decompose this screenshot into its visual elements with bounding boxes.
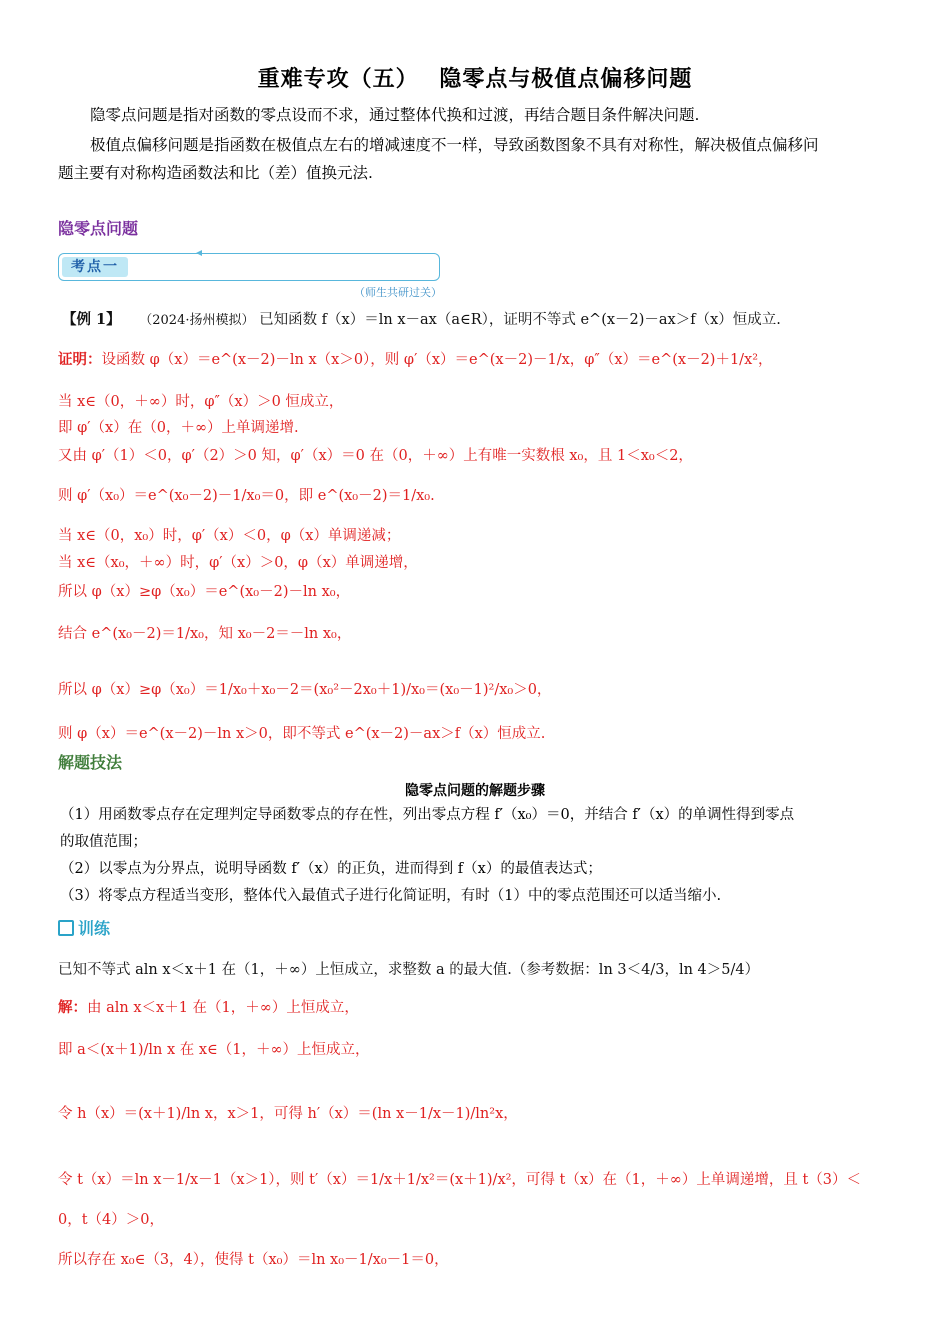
proof-line-5: 则 φ′（x₀）＝e^(x₀－2)－1/x₀＝0，即 e^(x₀－2)＝1/x₀. <box>58 488 435 504</box>
proof-line-7: 当 x∈（x₀，＋∞）时，φ′（x）＞0，φ（x）单调递增， <box>58 555 418 571</box>
example <box>62 308 781 329</box>
step-3: （3）将零点方程适当变形，整体代入最值式子进行化简证明，有时（1）中的零点范围还可以适当缩小. <box>60 888 722 904</box>
kaodian-note: （师生共研过关） <box>354 286 442 299</box>
kaodian-line <box>200 253 430 254</box>
solution-line-2: 即 a＜(x＋1)/ln x 在 x∈（1，＋∞）上恒成立， <box>58 1042 370 1058</box>
page-title: 重难专攻（五） 隐零点与极值点偏移问题 <box>257 67 693 92</box>
kaodian-arrow-icon <box>196 250 202 256</box>
proof-line-1: 证明：设函数 φ（x）＝e^(x－2)－ln x（x＞0），则 φ′（x）＝e^(x－2)－1/x，φ″（x）＝e^(x－2)＋1/x²， <box>58 351 773 368</box>
solution-line-5: 所以存在 x₀∈（3，4），使得 t（x₀）＝ln x₀－1/x₀－1＝0， <box>58 1252 449 1268</box>
solution-line-3: 令 h（x）＝(x＋1)/ln x，x＞1，可得 h′（x）＝(ln x－1/x－1)/ln²x， <box>58 1106 518 1122</box>
proof-line-6: 当 x∈（0，x₀）时，φ′（x）＜0，φ（x）单调递减； <box>58 528 401 544</box>
proof-line-2: 当 x∈（0，＋∞）时，φ″（x）＞0 恒成立， <box>58 394 344 410</box>
training-heading: 训练 <box>78 919 111 938</box>
proof-line-3: 即 φ′（x）在（0，＋∞）上单调递增. <box>58 420 299 436</box>
proof-line-11: 则 φ（x）＝e^(x－2)－ln x＞0，即不等式 e^(x－2)－ax＞f（x）恒成立. <box>58 726 546 742</box>
proof-line-10: 所以 φ（x）≥φ（x₀）＝1/x₀＋x₀－2＝(x₀²－2x₀＋1)/x₀＝(x₀－1)²/x₀＞0， <box>58 682 552 698</box>
solution-line-4a: 令 t（x）＝ln x－1/x－1（x＞1），则 t′（x）＝1/x＋1/x²＝(x＋1)/x²，可得 t（x）在（1，＋∞）上单调递增，且 t（3）＜ <box>58 1172 862 1188</box>
example-source: （2024·扬州模拟） <box>139 313 255 328</box>
intro-paragraph-2a: 极值点偏移问题是指函数在极值点左右的增减速度不一样，导致函数图象不具有对称性，解决极值点偏移问 <box>90 136 819 154</box>
step-1b: 的取值范围； <box>60 834 147 850</box>
example-text: 已知函数 f（x）＝ln x－ax（a∈R），证明不等式 e^(x－2)－ax＞f（x）恒成立. <box>259 312 781 328</box>
proof-line-9: 结合 e^(x₀－2)＝1/x₀，知 x₀－2＝－ln x₀， <box>58 626 352 642</box>
proof-line-4: 又由 φ′（1）＜0，φ′（2）＞0 知，φ′（x）＝0 在（0，＋∞）上有唯一实数根 x₀，且 1＜x₀＜2， <box>58 448 693 464</box>
solution-line-4b: 0，t（4）＞0， <box>58 1212 165 1228</box>
step-1a: （1）用函数零点存在定理判定导函数零点的存在性，列出零点方程 f′（x₀）＝0，并结合 f′（x）的单调性得到零点 <box>60 807 795 823</box>
solution-line-1: 解：由 aln x＜x＋1 在（1，＋∞）上恒成立， <box>58 999 359 1016</box>
proof-label: 证明： <box>58 351 102 368</box>
step-2: （2）以零点为分界点，说明导函数 f′（x）的正负，进而得到 f（x）的最值表达式； <box>60 861 602 877</box>
steps-title: 隐零点问题的解题步骤 <box>405 783 545 799</box>
solution-label: 解： <box>58 999 87 1016</box>
training-icon <box>58 920 74 936</box>
proof-line-8: 所以 φ（x）≥φ（x₀）＝e^(x₀－2)－ln x₀， <box>58 584 351 600</box>
section-heading: 隐零点问题 <box>58 219 139 238</box>
intro-paragraph-1: 隐零点问题是指对函数的零点设而不求，通过整体代换和过渡，再结合题目条件解决问题. <box>90 106 700 124</box>
kaodian-tag: 考点一 <box>62 257 128 277</box>
example-label: 【例 1】 <box>62 311 121 328</box>
training-problem: 已知不等式 aln x＜x＋1 在（1，＋∞）上恒成立，求整数 a 的最大值.（参考数据：ln 3＜4/3，ln 4＞5/4） <box>58 962 760 978</box>
intro-paragraph-2b: 题主要有对称构造函数法和比（差）值换元法. <box>58 164 373 182</box>
method-heading: 解题技法 <box>58 753 123 772</box>
